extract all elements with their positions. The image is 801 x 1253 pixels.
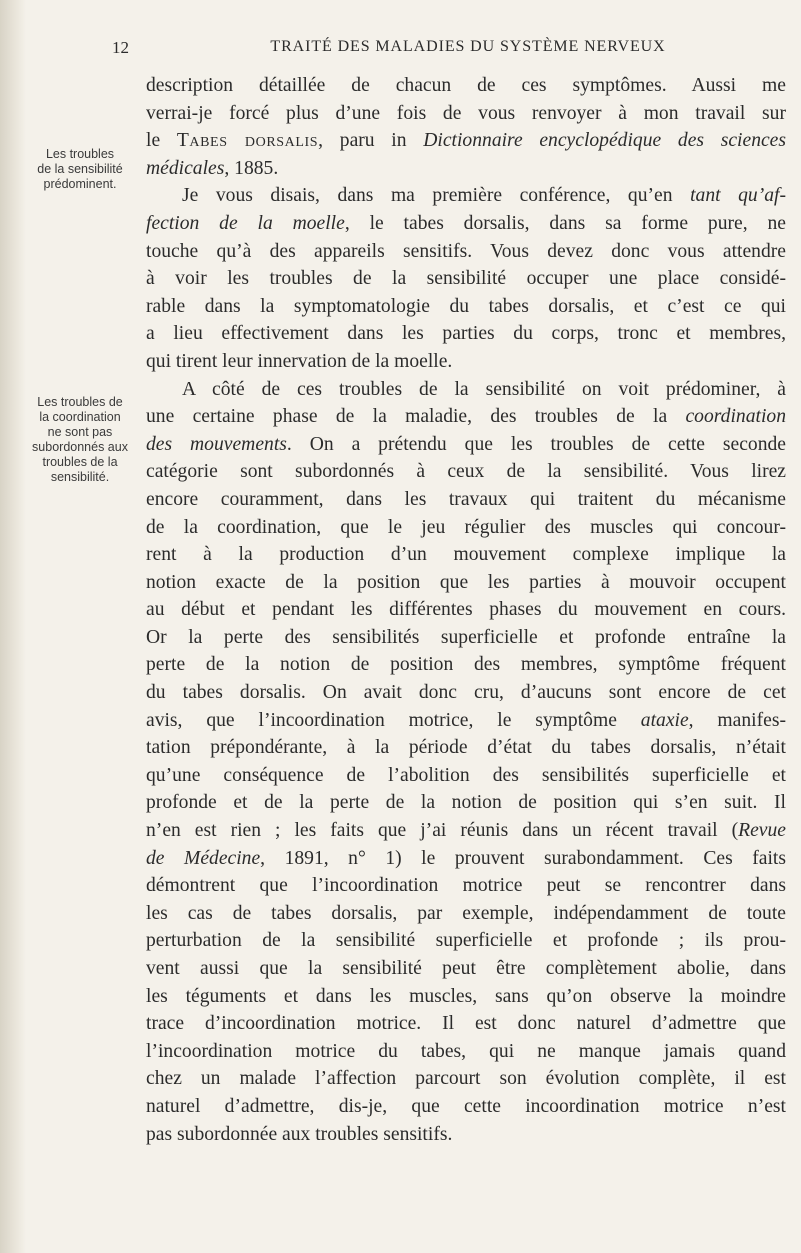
body-text — [146, 72, 786, 1148]
text-line: trace d’incoordination motrice. Il est donc naturel d’admettre que — [146, 1013, 786, 1035]
text-line: a lieu effectivement dans les parties du corps, tronc et membres, — [146, 323, 786, 345]
text-line: démontrent que l’incoordination motrice peut se rencontrer dans — [146, 875, 786, 897]
margin-note-line: Les troubles de — [37, 395, 123, 409]
italic-phrase: des mouvements — [146, 433, 287, 455]
page-binding-shadow — [0, 0, 26, 1253]
margin-note-coordination — [28, 395, 132, 485]
italic-phrase: fection de la moelle — [146, 212, 345, 234]
text-line: de Médecine, 1891, n° 1) le prouvent surabondamment. Ces faits — [146, 847, 786, 869]
text-line: tation prépondérante, à la période d’état du tabes dorsalis, n’était — [146, 737, 786, 759]
text-line: perte de la notion de position des membres, symptôme fréquent — [146, 654, 786, 676]
text-line: profonde et de la perte de la notion de position qui s’en suit. Il — [146, 792, 786, 814]
text-line: le Tabes dorsalis, paru in Dictionnaire encyclopédique des sciences — [146, 130, 787, 152]
text-line: n’en est rien ; les faits que j’ai réunis dans un récent travail (Revue — [146, 820, 786, 842]
page-header — [98, 38, 778, 68]
margin-note-line: sensibilité. — [50, 470, 110, 484]
text-line: du tabes dorsalis. On avait donc cru, d’aucuns sont encore de cet — [146, 682, 786, 704]
text-line: avis, que l’incoordination motrice, le symptôme ataxie, manifes- — [146, 709, 786, 731]
text-line: rent à la production d’un mouvement complexe implique la — [146, 544, 786, 566]
italic-phrase: médicales — [146, 157, 225, 179]
margin-note-line: prédominent. — [43, 177, 117, 191]
italic-phrase: de Médecine — [146, 847, 261, 869]
text-line: qui tirent leur innervation de la moelle. — [146, 350, 453, 372]
text-line: une certaine phase de la maladie, des troubles de la coordination — [146, 406, 786, 428]
page-number: 12 — [112, 38, 129, 57]
margin-note-line: Les troubles — [45, 147, 115, 161]
text-line: Je vous disais, dans ma première conférence, qu’en tant qu’af- — [182, 185, 786, 207]
text-line: de la coordination, que le jeu régulier des muscles qui concour- — [146, 516, 786, 538]
text-line: Or la perte des sensibilités superficielle et profonde entraîne la — [146, 626, 786, 648]
text-line: rable dans la symptomatologie du tabes dorsalis, et c’est ce qui — [146, 295, 786, 317]
italic-phrase: Revue — [738, 820, 786, 842]
text-line: description détaillée de chacun de ces symptômes. Aussi me — [146, 75, 786, 96]
running-title: TRAITÉ DES MALADIES DU SYSTÈME NERVEUX — [270, 38, 666, 55]
text-line: des mouvements. On a prétendu que les troubles de cette seconde — [146, 433, 786, 455]
text-line: au début et pendant les différentes phases du mouvement en cours. — [146, 599, 786, 621]
text-line: perturbation de la sensibilité superficielle et profonde ; ils prou- — [146, 930, 786, 952]
text-line: notion exacte de la position que les parties à mouvoir occupent — [146, 571, 786, 593]
margin-note-line: subordonnés aux — [32, 440, 128, 454]
text-line: touche qu’à des appareils sensitifs. Vous devez donc vous attendre — [146, 240, 786, 262]
text-line: A côté de ces troubles de la sensibilité on voit prédominer, à — [182, 378, 786, 400]
italic-phrase: tant qu’af- — [690, 185, 786, 207]
text-line: qu’une conséquence de l’abolition des sensibilités superficielle et — [146, 764, 786, 786]
text-line: encore couramment, dans les travaux qui traitent du mécanisme — [146, 488, 786, 510]
text-line: chez un malade l’affection parcourt son évolution complète, il est — [146, 1068, 786, 1090]
text-line: les téguments et dans les muscles, sans qu’on observe la moindre — [146, 985, 786, 1007]
text-line: l’incoordination motrice du tabes, qui ne manque jamais quand — [146, 1040, 786, 1062]
text-line: verrai-je forcé plus d’une fois de vous renvoyer à mon travail sur — [146, 102, 786, 124]
margin-note-sensibilite — [28, 147, 132, 192]
margin-note-line: troubles de la — [42, 455, 118, 469]
text-line: à voir les troubles de la sensibilité occuper une place considé- — [146, 268, 786, 290]
text-line: médicales, 1885. — [146, 157, 279, 179]
italic-phrase: ataxie — [640, 709, 689, 731]
text-line: les cas de tabes dorsalis, par exemple, indépendamment de toute — [146, 902, 786, 924]
small-caps-phrase: Tabes dorsalis — [176, 130, 319, 152]
italic-phrase: coordination — [685, 406, 786, 428]
text-line: vent aussi que la sensibilité peut être complètement abolie, dans — [146, 958, 786, 979]
margin-note-line: ne sont pas — [47, 425, 113, 439]
text-line: pas subordonnée aux troubles sensitifs. — [146, 1123, 453, 1145]
text-line: catégorie sont subordonnés à ceux de la sensibilité. Vous lirez — [146, 461, 786, 483]
text-line: fection de la moelle, le tabes dorsalis, dans sa forme pure, ne — [146, 212, 786, 234]
margin-note-line: la coordination — [39, 410, 121, 424]
italic-phrase: Dictionnaire encyclopédique des sciences — [423, 130, 787, 152]
text-line: naturel d’admettre, dis-je, que cette incoordination motrice n’est — [146, 1095, 786, 1117]
margin-note-line: de la sensibilité — [37, 162, 123, 176]
